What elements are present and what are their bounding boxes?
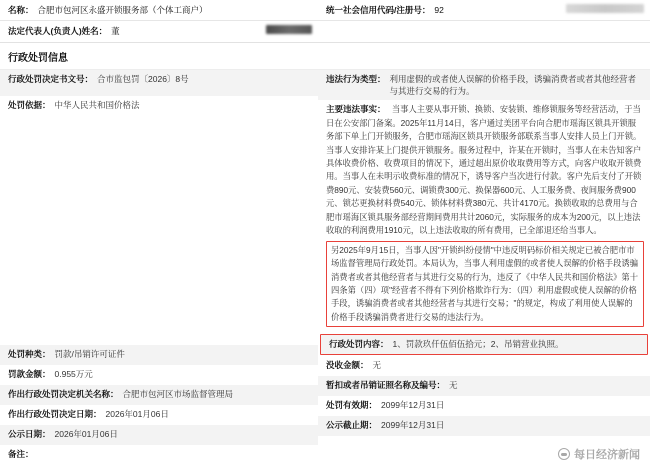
field-authority-value: 合肥市包河区市场监督管理局 xyxy=(122,388,234,399)
field-publish-date-label: 公示日期： xyxy=(8,428,51,439)
field-violation-type-label: 违法行为类型： xyxy=(326,73,386,84)
field-publish-date-value: 2026年01月06日 xyxy=(54,428,118,439)
header-row-name xyxy=(0,0,650,20)
field-basis xyxy=(0,96,318,120)
field-fine-amount xyxy=(0,365,318,385)
field-publish-end xyxy=(318,416,650,436)
right-column xyxy=(318,70,650,465)
field-suspended-license-value: 无 xyxy=(449,379,458,390)
field-authority-label: 作出行政处罚决定机关名称： xyxy=(8,388,119,399)
field-credit-code-value: 92 xyxy=(434,5,444,15)
field-name-label: 名称： xyxy=(8,5,34,15)
field-violation-type-value: 利用虚假的或者使人误解的价格手段，诱骗消费者或者其他经营者与其进行交易的行为。 xyxy=(389,73,637,96)
field-main-facts-label: 主要违法事实： xyxy=(326,104,386,115)
field-validity xyxy=(318,396,650,416)
field-main-facts-highlight-box xyxy=(326,241,644,328)
section-title: 行政处罚信息 xyxy=(0,42,650,69)
field-basis-value: 中华人民共和国价格法 xyxy=(54,99,140,110)
field-decision-no-label: 行政处罚决定书文号： xyxy=(8,73,94,84)
field-publish-end-label: 公示截止期： xyxy=(326,419,378,430)
field-legal-rep-value: 董 xyxy=(111,26,120,37)
field-main-facts-p1: 当事人主要从事开锁、换锁、安装锁、维修锁服务等经营活动，于当日在公安部门备案。2025年11月14日，客户通过美团平台向合肥市瑶海区锁具开锁服务部下单上门开锁服务，合肥市瑶海区锁具开锁服务部联系当事人安排人员上门开锁。当事人安排许某上门提供开锁服务。服务过程中，许某在开锁时，当事人在未告知客户具体收费价格、收费项目的情况下，通过超出原价收取费用等方式，向客户收取开锁费用。当事人在未明示收费标准的情况下，诱导客户当次进行付款。客户先后支付了开锁费890元、安装费560元、调锁费300元、换保器600元、人工服务费、夜间服务费900元、锁芯更换材料费540元、锁体材料费380元、共计4170元。换锁收取的总费用与合肥市瑶海区锁具服务部经营期间费用共计2060元，实际服务的成本为200元，以上违法收取的利润费用1910元，以上违法收取的所有费用，已全部退还给当事人。 xyxy=(326,104,642,236)
field-penalty-kind-value: 罚款/吊销许可证件 xyxy=(54,348,125,359)
field-penalty-content-label: 行政处罚内容： xyxy=(329,339,389,350)
redacted-credit-code xyxy=(566,4,644,13)
field-decision-date xyxy=(0,405,318,425)
field-decision-no-value: 合市监包罚〔2026〕8号 xyxy=(97,73,189,84)
field-suspended-license-label: 暂扣或者吊销证照名称及编号： xyxy=(326,379,446,390)
header-row-legal xyxy=(0,21,650,41)
left-column xyxy=(0,70,318,465)
watermark-text: 每日经济新闻 xyxy=(574,449,640,461)
redacted-legal-rep xyxy=(266,25,312,34)
field-penalty-content-value: 1、罚款玖仟伍佰伍拾元；2、吊销营业执照。 xyxy=(392,339,564,350)
field-decision-no xyxy=(0,70,318,96)
field-credit-code-label: 统一社会信用代码/注册号： xyxy=(326,5,431,15)
header-spacer xyxy=(318,21,650,41)
field-penalty-content xyxy=(320,334,648,354)
penalty-body xyxy=(0,69,650,465)
field-legal-rep-label: 法定代表人(负责人)姓名： xyxy=(8,26,108,37)
field-decision-date-label: 作出行政处罚决定日期： xyxy=(8,408,102,419)
field-credit-code xyxy=(318,0,650,20)
field-suspended-license xyxy=(318,376,650,396)
field-penalty-kind xyxy=(0,345,318,365)
field-validity-value: 2099年12月31日 xyxy=(381,399,445,410)
field-confiscate-amount-label: 没收金额： xyxy=(326,359,369,370)
field-name-value: 合肥市包河区永盛开锁服务部（个体工商户） xyxy=(37,5,208,15)
field-publish-end-value: 2099年12月31日 xyxy=(381,419,445,430)
field-remark xyxy=(0,445,318,465)
field-authority xyxy=(0,385,318,405)
field-legal-rep xyxy=(0,21,318,41)
field-fine-amount-label: 罚款金额： xyxy=(8,368,51,379)
field-validity-label: 处罚有效期： xyxy=(326,399,378,410)
field-name xyxy=(0,0,318,20)
field-basis-label: 处罚依据： xyxy=(8,99,51,110)
field-penalty-kind-label: 处罚种类： xyxy=(8,348,51,359)
field-confiscate-amount xyxy=(318,356,650,376)
field-confiscate-amount-value: 无 xyxy=(372,359,382,370)
left-spacer xyxy=(0,120,318,345)
entity-header xyxy=(0,0,650,42)
field-decision-date-value: 2026年01月06日 xyxy=(105,408,169,419)
watermark xyxy=(558,446,640,462)
field-main-facts-p2: 另2025年9月15日，当事人因"开锁纠纷侵情"中违反明码标价相关规定已被合肥市市场监督管理局行政处罚。本局认为，当事人利用虚假的或者使人误解的价格手段诱骗消费者或者其他经营者与其进行交易的行为，违反了《中华人民共和国价格法》第十四条第（四）项"经营者不得有下列价格欺诈行为：（四）利用虚假或使人误解的价格手段，诱骗消费者或者其他经营者与其进行交易；"的规定，构成了利用使人误解的价格手段诱骗消费者进行交易的违法行为。 xyxy=(331,244,638,322)
field-publish-date xyxy=(0,425,318,445)
field-fine-amount-value: 0.955万元 xyxy=(54,368,93,379)
camera-icon xyxy=(558,448,570,460)
field-remark-label: 备注： xyxy=(8,448,34,459)
field-violation-type xyxy=(318,70,650,101)
field-main-facts xyxy=(318,100,650,333)
